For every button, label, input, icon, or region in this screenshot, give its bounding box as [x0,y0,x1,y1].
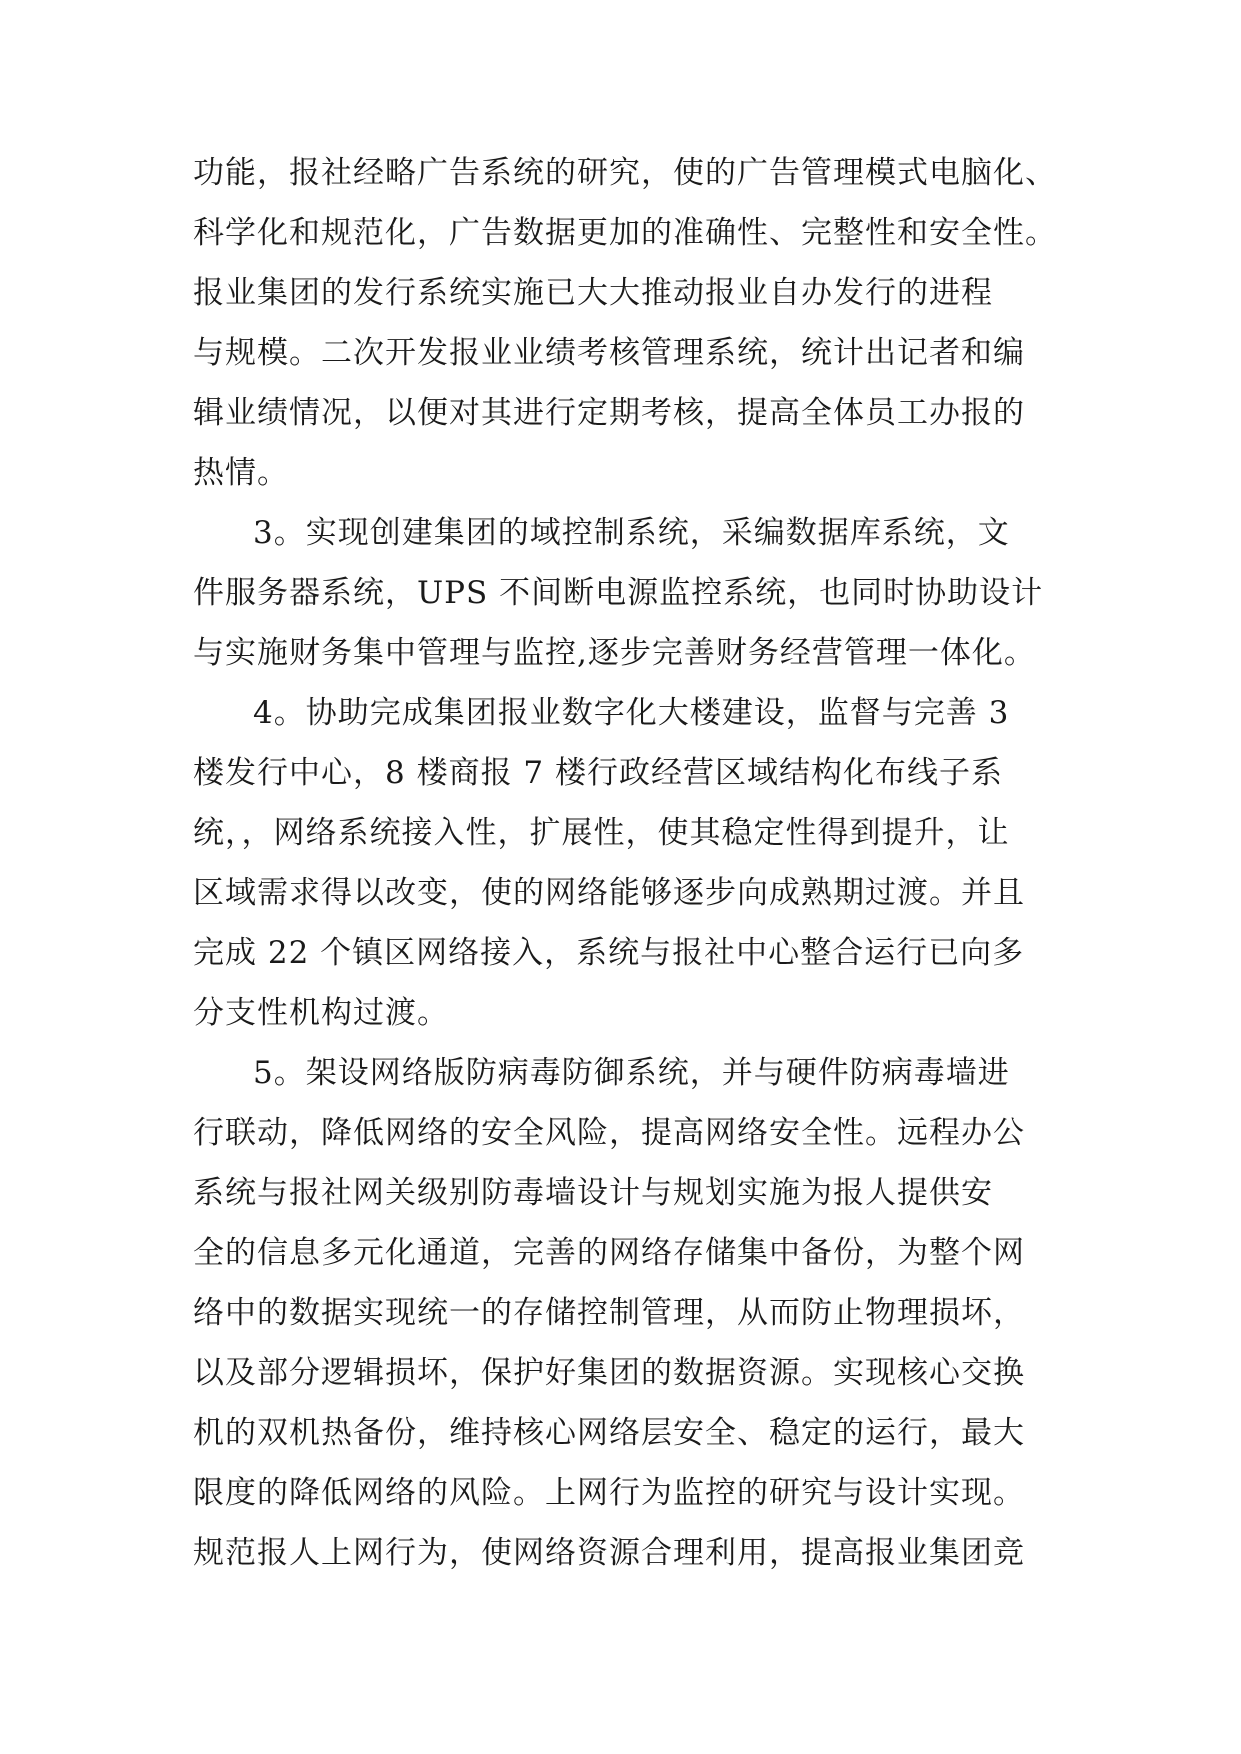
text-line: 行联动，降低网络的安全风险，提高网络安全性。远程办公 [193,1115,1025,1151]
text-line: 与实施财务集中管理与监控,逐步完善财务经营管理一体化。 [193,635,1036,671]
text-line: 报业集团的发行系统实施已大大推动报业自办发行的进程 [193,275,993,311]
text-line: 完成 22 个镇区网络接入，系统与报社中心整合运行已向多 [193,935,1025,971]
text-line: 科学化和规范化，广告数据更加的准确性、完整性和安全性。 [193,215,1057,251]
text-line: 热情。 [193,455,289,491]
text-line: 以及部分逻辑损坏，保护好集团的数据资源。实现核心交换 [193,1355,1025,1391]
paragraph-5-first-line: 5。架设网络版防病毒防御系统，并与硬件防病毒墙进 [253,1055,1010,1091]
paragraph-3-first-line: 3。实现创建集团的域控制系统，采编数据库系统，文 [253,515,1010,551]
text-line: 区域需求得以改变，使的网络能够逐步向成熟期过渡。并且 [193,875,1025,911]
text-line: 机的双机热备份，维持核心网络层安全、稳定的运行，最大 [193,1415,1025,1451]
text-line: 功能，报社经略广告系统的研究，使的广告管理模式电脑化、 [193,155,1057,191]
text-line: 楼发行中心，8 楼商报 7 楼行政经营区域结构化布线子系 [193,755,1004,791]
text-line: 与规模。二次开发报业业绩考核管理系统，统计出记者和编 [193,335,1025,371]
text-line: 络中的数据实现统一的存储控制管理，从而防止物理损坏， [193,1295,1025,1331]
paragraph-4-first-line: 4。协助完成集团报业数字化大楼建设，监督与完善 3 [253,695,1010,731]
text-line: 限度的降低网络的风险。上网行为监控的研究与设计实现。 [193,1475,1025,1511]
text-line: 规范报人上网行为，使网络资源合理利用，提高报业集团竞 [193,1535,1025,1571]
text-line: 统，，网络系统接入性，扩展性，使其稳定性得到提升，让 [193,815,1010,851]
text-line: 系统与报社网关级别防毒墙设计与规划实施为报人提供安 [193,1175,993,1211]
text-line: 分支性机构过渡。 [193,995,449,1031]
text-line: 辑业绩情况，以便对其进行定期考核，提高全体员工办报的 [193,395,1025,431]
text-line: 全的信息多元化通道，完善的网络存储集中备份，为整个网 [193,1235,1025,1271]
text-line: 件服务器系统，UPS 不间断电源监控系统，也同时协助设计 [193,575,1044,611]
